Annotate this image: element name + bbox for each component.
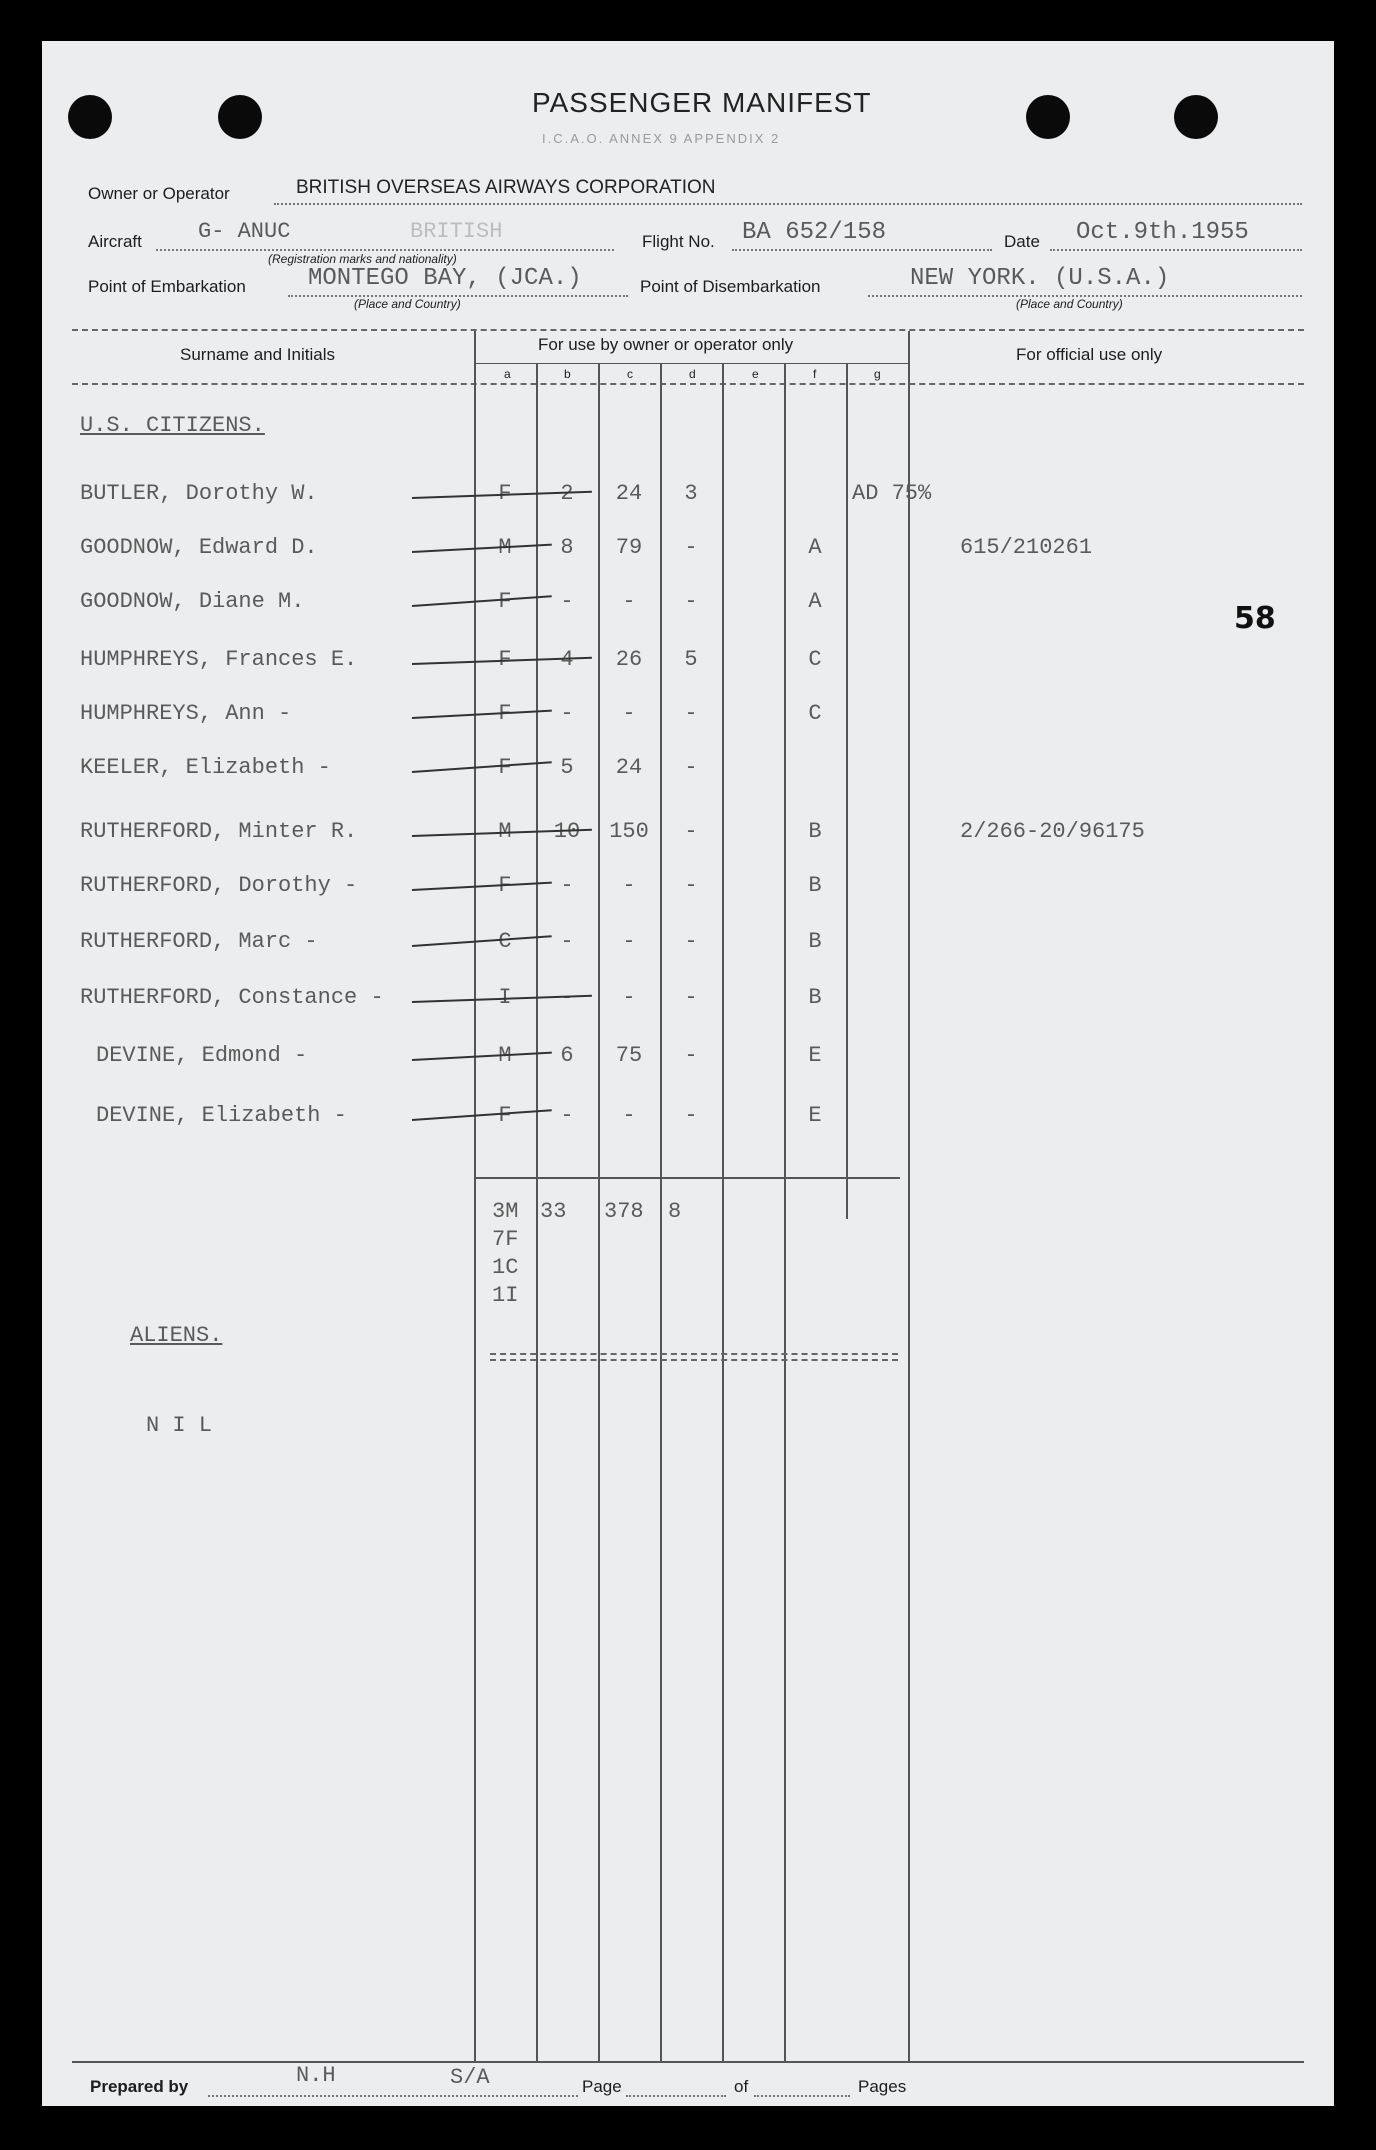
cell-d: -: [684, 755, 698, 780]
official-note: 615/210261: [960, 535, 1093, 560]
flight-number: BA 652/158: [742, 219, 887, 246]
cell-f: C: [808, 647, 822, 672]
sub-col-d: d: [689, 367, 696, 381]
cell-f: C: [808, 701, 822, 726]
cell-c: 26: [615, 647, 643, 672]
total-c: 378: [604, 1199, 644, 1224]
passenger-name: HUMPHREYS, Ann -: [80, 701, 292, 726]
cell-c: 75: [615, 1043, 643, 1068]
total-a-male: 3M: [492, 1199, 519, 1224]
passenger-name: DEVINE, Edmond -: [96, 1043, 308, 1068]
cell-b: -: [560, 1103, 574, 1128]
of-label: of: [734, 2077, 749, 2096]
passenger-name: RUTHERFORD, Minter R.: [80, 819, 358, 844]
section-aliens: ALIENS.: [130, 1323, 223, 1348]
cell-d: -: [684, 589, 698, 614]
cell-c: -: [622, 873, 636, 898]
cell-d: -: [684, 985, 698, 1010]
cell-a: F: [498, 701, 512, 726]
cell-c: 24: [615, 755, 643, 780]
total-b: 33: [540, 1199, 567, 1224]
passenger-name: RUTHERFORD, Marc -: [80, 929, 318, 954]
passenger-name: GOODNOW, Edward D.: [80, 535, 318, 560]
cell-c: 24: [615, 481, 643, 506]
date-line: [1050, 249, 1302, 251]
cell-c: -: [622, 985, 636, 1010]
owner-line: [274, 203, 1302, 205]
punch-hole: [1026, 95, 1070, 139]
cell-b: 4: [560, 647, 574, 672]
cell-b: 10: [553, 819, 581, 844]
total-a-infant: 1I: [492, 1283, 519, 1308]
embarkation-value: MONTEGO BAY, (JCA.): [308, 265, 582, 292]
punch-hole: [218, 95, 262, 139]
cell-c: 79: [615, 535, 643, 560]
cell-c: -: [622, 589, 636, 614]
disembarkation-label: Point of Disembarkation: [640, 277, 821, 296]
cell-b: -: [560, 701, 574, 726]
pages-label: Pages: [858, 2077, 907, 2096]
cell-c: -: [622, 929, 636, 954]
sub-col-a: a: [504, 367, 511, 381]
passenger-name: HUMPHREYS, Frances E.: [80, 647, 358, 672]
sub-col-f: f: [813, 367, 817, 381]
cell-d: 3: [684, 481, 698, 506]
cell-f: B: [808, 985, 822, 1010]
of-line: [754, 2095, 850, 2097]
punch-hole: [68, 95, 112, 139]
sub-col-c: c: [627, 367, 633, 381]
col-divider: [846, 363, 848, 1219]
cell-f: B: [808, 929, 822, 954]
cell-d: -: [684, 819, 698, 844]
cell-a: C: [498, 929, 512, 954]
aircraft-line: [156, 249, 614, 251]
cell-b: -: [560, 929, 574, 954]
total-a-child: 1C: [492, 1255, 519, 1280]
official-note: 2/266-20/96175: [960, 819, 1145, 844]
cell-f: A: [808, 535, 822, 560]
cell-a: I: [498, 985, 512, 1010]
cell-a: F: [498, 647, 512, 672]
subheader-rule: [474, 363, 910, 364]
aliens-value: N I L: [146, 1413, 213, 1438]
form-subtitle: I.C.A.O. ANNEX 9 APPENDIX 2: [542, 131, 781, 146]
cell-d: -: [684, 929, 698, 954]
cell-d: -: [684, 1103, 698, 1128]
cell-f: A: [808, 589, 822, 614]
cell-d: -: [684, 535, 698, 560]
aircraft-registration: G- ANUC: [198, 219, 291, 244]
page-line: [626, 2095, 726, 2097]
col-owner-header: For use by owner or operator only: [538, 335, 794, 354]
footer-rule: [72, 2061, 1304, 2063]
cell-c: 150: [609, 819, 649, 844]
totals-double-rule: [490, 1353, 898, 1355]
prepared-value: N.H: [296, 2063, 336, 2088]
owner-label: Owner or Operator: [88, 184, 230, 203]
passenger-name: BUTLER, Dorothy W.: [80, 481, 318, 506]
date-label: Date: [1004, 232, 1040, 251]
passenger-name: RUTHERFORD, Constance -: [80, 985, 384, 1010]
cell-a: F: [498, 589, 512, 614]
form-title: PASSENGER MANIFEST: [532, 87, 872, 118]
cell-f: B: [808, 873, 822, 898]
aircraft-note: (Registration marks and nationality): [268, 252, 457, 266]
aircraft-label: Aircraft: [88, 232, 142, 251]
col-divider: [784, 363, 786, 2063]
cell-a: M: [498, 819, 512, 844]
header-top-rule: [72, 329, 1304, 331]
col-divider: [536, 363, 538, 2063]
cell-b: 8: [560, 535, 574, 560]
punch-hole: [1174, 95, 1218, 139]
totals-rule: [474, 1177, 900, 1179]
cell-d: -: [684, 1043, 698, 1068]
cell-f: AD 75%: [852, 481, 932, 506]
cell-b: -: [560, 873, 574, 898]
col-divider: [598, 363, 600, 2063]
col-divider: [908, 331, 910, 2063]
disembarkation-value: NEW YORK. (U.S.A.): [910, 265, 1170, 292]
cell-d: -: [684, 873, 698, 898]
header-bottom-rule: [72, 383, 1304, 385]
cell-b: 5: [560, 755, 574, 780]
page-label: Page: [582, 2077, 622, 2096]
cell-a: F: [498, 1103, 512, 1128]
cell-b: -: [560, 985, 574, 1010]
totals-double-rule: [490, 1359, 898, 1361]
col-divider: [722, 363, 724, 2063]
sub-col-g: g: [874, 367, 881, 381]
cell-d: 5: [684, 647, 698, 672]
cell-f: E: [808, 1043, 822, 1068]
sa-value: S/A: [450, 2065, 490, 2090]
aircraft-nationality: BRITISH: [410, 219, 503, 244]
passenger-name: RUTHERFORD, Dorothy -: [80, 873, 358, 898]
cell-c: -: [622, 701, 636, 726]
cell-a: M: [498, 1043, 512, 1068]
disembarkation-note: (Place and Country): [1016, 297, 1123, 311]
cell-a: F: [498, 481, 512, 506]
cell-b: 6: [560, 1043, 574, 1068]
sub-col-b: b: [564, 367, 571, 381]
col-divider: [660, 363, 662, 2063]
passenger-name: KEELER, Elizabeth -: [80, 755, 331, 780]
cell-b: 2: [560, 481, 574, 506]
cell-f: B: [808, 819, 822, 844]
sub-col-e: e: [752, 367, 759, 381]
page-number: 58: [1234, 601, 1276, 636]
flight-label: Flight No.: [642, 232, 715, 251]
section-us-citizens: U.S. CITIZENS.: [80, 413, 265, 438]
total-d: 8: [668, 1199, 682, 1224]
flight-line: [732, 249, 992, 251]
passenger-name: GOODNOW, Diane M.: [80, 589, 305, 614]
total-a-female: 7F: [492, 1227, 519, 1252]
cell-b: -: [560, 589, 574, 614]
prepared-label: Prepared by: [90, 2077, 189, 2096]
cell-c: -: [622, 1103, 636, 1128]
embarkation-label: Point of Embarkation: [88, 277, 246, 296]
col-official-header: For official use only: [1016, 345, 1163, 364]
manifest-sheet: [42, 41, 1334, 2106]
cell-f: E: [808, 1103, 822, 1128]
cell-a: F: [498, 755, 512, 780]
cell-a: M: [498, 535, 512, 560]
prepared-line: [208, 2095, 578, 2097]
date-value: Oct.9th.1955: [1076, 219, 1249, 246]
cell-a: F: [498, 873, 512, 898]
cell-d: -: [684, 701, 698, 726]
owner-value: BRITISH OVERSEAS AIRWAYS CORPORATION: [296, 177, 716, 198]
passenger-name: DEVINE, Elizabeth -: [96, 1103, 347, 1128]
embarkation-note: (Place and Country): [354, 297, 461, 311]
col-name-header: Surname and Initials: [180, 345, 335, 364]
